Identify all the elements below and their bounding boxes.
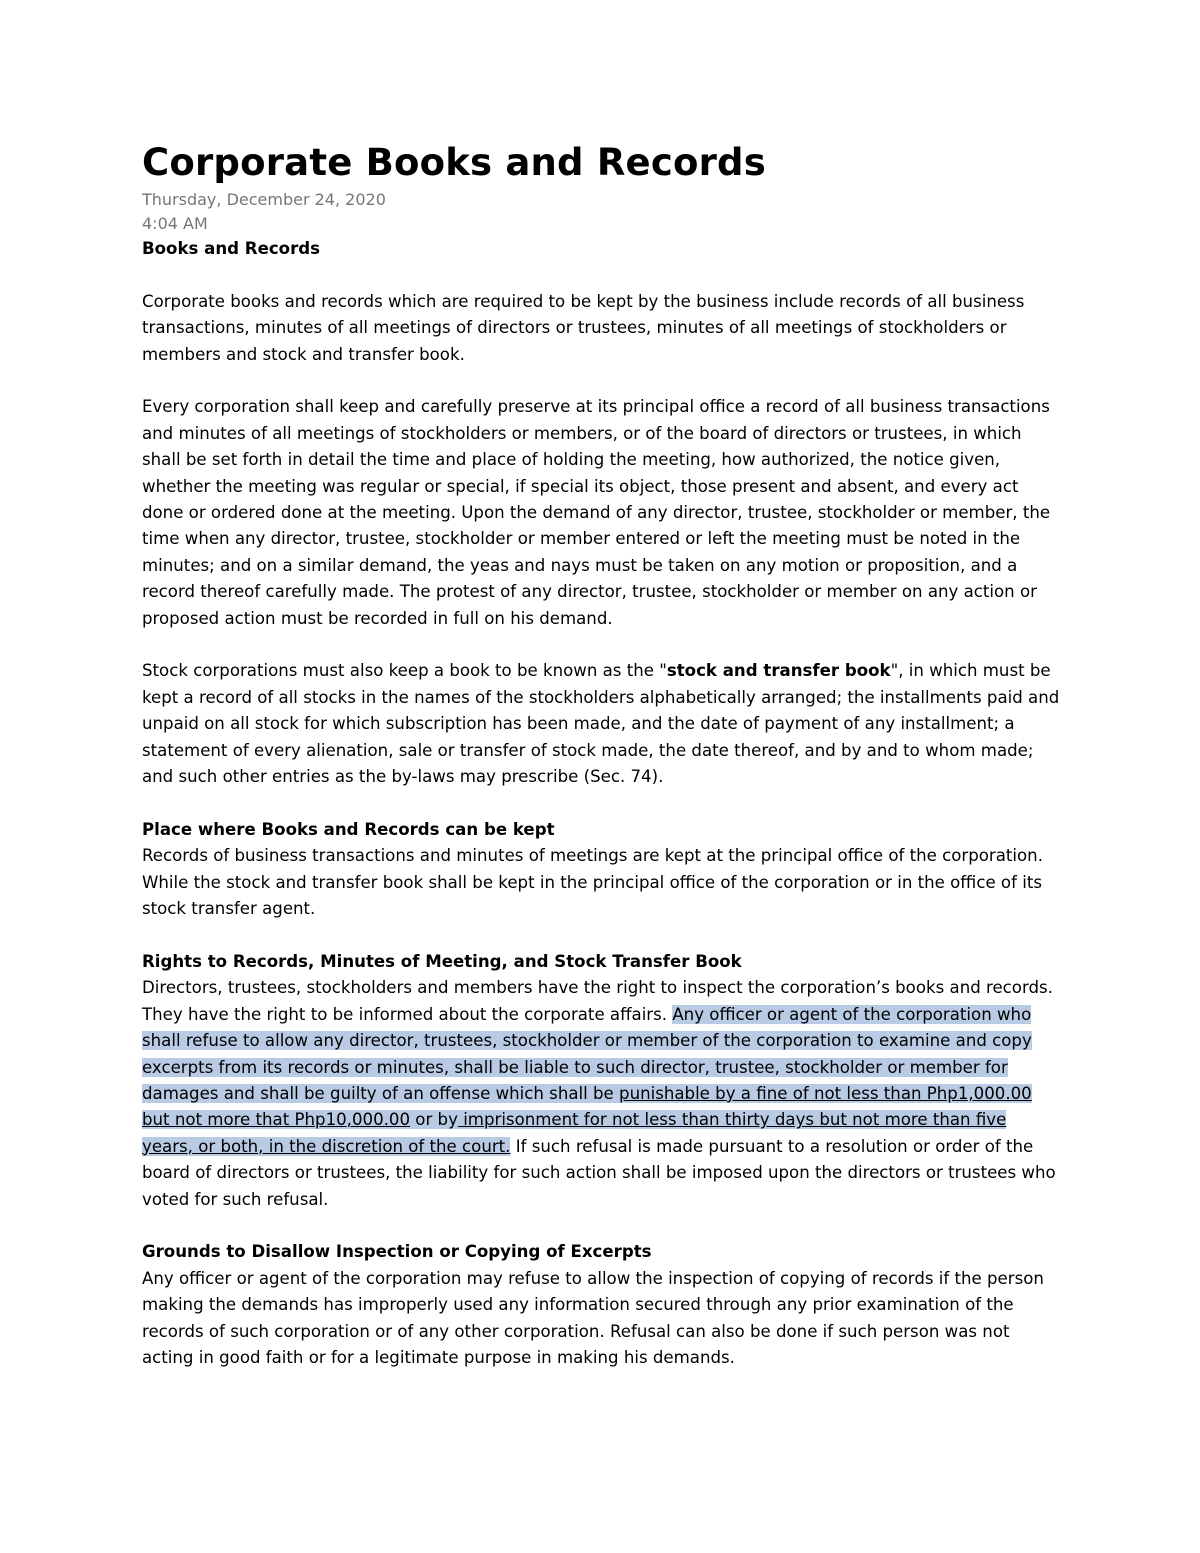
note-time: 4:04 AM — [142, 214, 208, 233]
section-heading-rights-to-records: Rights to Records, Minutes of Meeting, and Stock Transfer Book — [142, 951, 742, 971]
paragraph-gap — [142, 923, 1062, 949]
section-heading-place-kept: Place where Books and Records can be kept — [142, 819, 555, 839]
bold-term: stock and transfer book — [666, 661, 891, 681]
paragraph-gap — [142, 1213, 1062, 1239]
paragraph-gap — [142, 368, 1062, 394]
note-date: Thursday, December 24, 2020 — [142, 190, 386, 209]
paragraph-books-definition: Corporate books and records which are required to be kept by the business include records of all business transactions, minutes of all meetings of directors or trustees, minutes of all meetings of stockholders or members and stock and transfer book. — [142, 291, 1025, 364]
document-page — [142, 140, 1062, 1371]
highlighted-text — [142, 1005, 1032, 1156]
paragraph-place-kept: Records of business transactions and minutes of meetings are kept at the principal office of the corporation. While the stock and transfer book shall be kept in the principal office of the corporation or in the office of its stock transfer agent. — [142, 846, 1043, 919]
page-title: Corporate Books and Records — [142, 141, 766, 184]
section-heading-books-and-records: Books and Records — [142, 239, 321, 258]
paragraph-record-keeping: Every corporation shall keep and carefully preserve at its principal office a record of all business transactions and minutes of all meetings of stockholders or members, or of the board of directors or trustees, in which shall be set forth in detail the time and place of holding the meeting, how authorized, the notice given, whether the meeting was regular or special, if special its object, those present and absent, and every act done or ordered done at the meeting. Upon the demand of any director, trustee, stockholder or member, the time when any director, trustee, stockholder or member entered or left the meeting must be noted in the minutes; and on a similar demand, the yeas and nays must be taken on any motion or proposition, and a record thereof carefully made. The protest of any director, trustee, stockholder or member on any action or proposed action must be recorded in full on his demand. — [142, 397, 1051, 628]
text-run: or by — [410, 1110, 458, 1130]
underlined-fine-text: punishable by a fine of not less than Php1,000.00 but not more that Php10,000.00 — [142, 1083, 1032, 1130]
text-run: Any officer or agent of the corporation who shall refuse to allow any director, trustees, stockholder or member of the corporation to examine and copy excerpts from its records or minutes, shall be liable to such director, trustee, stockholder or member for damages and shall be guilty of an offense which shall be — [142, 1004, 1032, 1103]
text-run: ", in which must be kept a record of all stocks in the names of the stockholders alphabetically arranged; the installments paid and unpaid on all stock for which subscription has been made, and the date of payment of any installment; a statement of every alienation, sale or transfer of stock made, the date thereof, and by and to whom made; and such other entries as the by-laws may prescribe (Sec. 74). — [142, 661, 1060, 787]
paragraph-gap — [142, 790, 1062, 816]
text-run: If such refusal is made pursuant to a resolution or order of the board of directors or trustees, the liability for such action shall be imposed upon the directors or trustees who voted for such refusal. — [142, 1136, 1056, 1209]
paragraph-gap — [142, 262, 1062, 288]
paragraph-stock-transfer-book — [142, 658, 1062, 790]
text-run: Directors, trustees, stockholders and members have the right to inspect the corporation’s books and records. They have the right to be informed about the corporate affairs. — [142, 978, 1053, 1024]
paragraph-rights-to-records — [142, 975, 1062, 1213]
paragraph-grounds-to-disallow: Any officer or agent of the corporation may refuse to allow the inspection of copying of records if the person making the demands has improperly used any information secured through any prior examination of the records of such corporation or of any other corporation. Refusal can also be done if such person was not acting in good faith or for a legitimate purpose in making his demands. — [142, 1268, 1044, 1367]
paragraph-gap — [142, 632, 1062, 658]
section-heading-grounds-to-disallow: Grounds to Disallow Inspection or Copying of Excerpts — [142, 1242, 652, 1262]
underlined-imprisonment-text: imprisonment for not less than thirty days but not more than five years, or both, in the discretion of the court. — [142, 1110, 1007, 1156]
text-run: Stock corporations must also keep a book to be known as the " — [142, 661, 667, 681]
